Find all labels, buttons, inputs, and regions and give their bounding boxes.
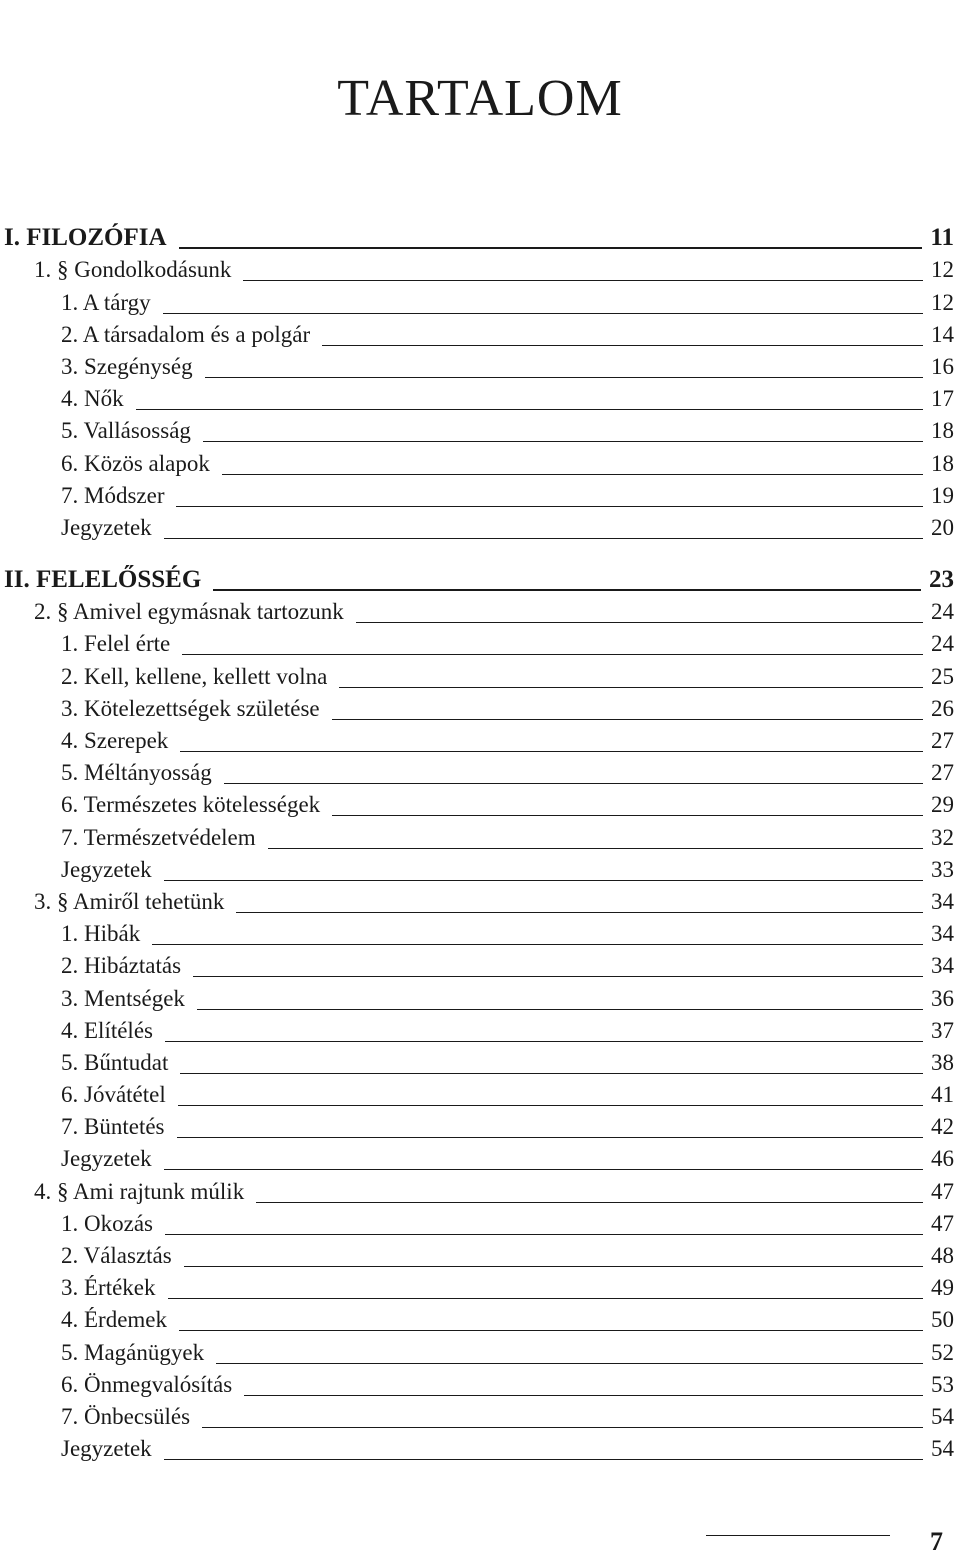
toc-entry-page-number: 42 (931, 1114, 954, 1140)
toc-entry-title: 5. Vallásosság (61, 418, 191, 444)
toc-entry-title: 4. Nők (61, 386, 124, 412)
toc-entry-title: Jegyzetek (61, 514, 152, 540)
toc-entry-title: 2. A társadalom és a polgár (61, 321, 311, 347)
toc-entry-page-number: 17 (931, 386, 954, 412)
toc-leader-line (168, 1298, 923, 1299)
toc-section-entry[interactable] (0, 316, 960, 348)
toc-part-entry[interactable] (0, 561, 960, 593)
toc-entry-page-number: 26 (931, 695, 954, 721)
toc-leader-line (356, 622, 923, 623)
toc-entry-page-number: 12 (931, 289, 954, 315)
toc-entry-page-number: 34 (931, 888, 954, 914)
toc-section-entry[interactable] (0, 412, 960, 444)
toc-section-entry[interactable] (0, 754, 960, 786)
toc-entry-page-number: 24 (931, 599, 954, 625)
toc-entry-page-number: 33 (931, 856, 954, 882)
toc-leader-line (339, 687, 923, 688)
toc-section-entry[interactable] (0, 1044, 960, 1076)
toc-section-entry[interactable] (0, 283, 960, 315)
toc-leader-line (244, 1395, 923, 1396)
toc-part-entry[interactable] (0, 219, 960, 251)
toc-leader-line (268, 848, 923, 849)
toc-section-entry[interactable] (0, 1205, 960, 1237)
toc-entry-title: 1. Felel érte (61, 631, 171, 657)
toc-section-entry[interactable] (0, 1108, 960, 1140)
toc-entry-title: 1. Hibák (61, 921, 141, 947)
toc-leader-line (197, 1009, 923, 1010)
toc-entry-page-number: 41 (931, 1082, 954, 1108)
toc-entry-title: 5. Méltányosság (61, 760, 212, 786)
toc-section-entry[interactable] (0, 818, 960, 850)
toc-entry-page-number: 12 (931, 257, 954, 283)
toc-entry-title: 5. Magánügyek (61, 1339, 205, 1365)
toc-section-entry[interactable] (0, 1430, 960, 1462)
toc-entry-title: Jegyzetek (61, 856, 152, 882)
toc-entry-title: Jegyzetek (61, 1436, 152, 1462)
toc-entry-page-number: 52 (931, 1339, 954, 1365)
toc-leader-line (213, 589, 921, 591)
toc-section-entry[interactable] (0, 625, 960, 657)
toc-section-entry[interactable] (0, 1237, 960, 1269)
toc-entry-title: 6. Természetes kötelességek (61, 792, 321, 818)
toc-leader-line (136, 409, 923, 410)
toc-entry-title: 4. § Ami rajtunk múlik (34, 1178, 245, 1204)
toc-section-entry[interactable] (0, 1269, 960, 1301)
toc-entry-page-number: 20 (931, 514, 954, 540)
toc-entry-title: 7. Önbecsülés (61, 1403, 191, 1429)
toc-entry-title: 1. A tárgy (61, 289, 151, 315)
toc-leader-line (256, 1202, 923, 1203)
toc-entry-page-number: 24 (931, 631, 954, 657)
toc-entry-title: 6. Jóvátétel (61, 1082, 166, 1108)
toc-entry-title: 2. Hibáztatás (61, 953, 182, 979)
toc-leader-line (163, 313, 923, 314)
toc-entry-page-number: 27 (931, 760, 954, 786)
toc-chapter-entry[interactable] (0, 251, 960, 283)
toc-entry-title: 3. Kötelezettségek születése (61, 695, 320, 721)
toc-entry-page-number: 27 (931, 728, 954, 753)
toc-entry-page-number: 50 (931, 1307, 954, 1333)
toc-section-entry[interactable] (0, 722, 960, 754)
toc-leader-line (179, 1330, 923, 1331)
toc-entry-page-number: 25 (931, 663, 954, 689)
toc-section-entry[interactable] (0, 444, 960, 476)
toc-entry-page-number: 14 (931, 321, 954, 347)
toc-entry-page-number: 47 (931, 1178, 954, 1204)
toc-entry-page-number: 18 (931, 418, 954, 444)
toc-leader-line (164, 880, 923, 881)
toc-entry-page-number: 34 (931, 921, 954, 947)
toc-leader-line (236, 912, 923, 913)
toc-entry-title: 2. Kell, kellene, kellett volna (61, 663, 328, 689)
toc-entry-page-number: 54 (931, 1436, 954, 1462)
toc-entry-title: II. FELELŐSSÉG (4, 566, 202, 594)
footer-rule (706, 1535, 890, 1536)
toc-entry-title: 2. Választás (61, 1243, 172, 1268)
toc-leader-line (193, 976, 923, 977)
toc-chapter-entry[interactable] (0, 593, 960, 625)
toc-section-entry[interactable] (0, 690, 960, 722)
toc-leader-line (332, 815, 923, 816)
toc-entry-title: 2. § Amivel egymásnak tartozunk (34, 599, 344, 625)
toc-entry-title: 3. Szegénység (61, 353, 193, 379)
toc-leader-line (184, 1266, 923, 1267)
toc-entry-page-number: 54 (931, 1403, 954, 1429)
toc-entry-title: 6. Önmegvalósítás (61, 1371, 233, 1397)
toc-leader-line (179, 247, 923, 249)
toc-section-entry[interactable] (0, 1140, 960, 1172)
toc-section-entry[interactable] (0, 477, 960, 509)
toc-entry-page-number: 19 (931, 482, 954, 508)
toc-chapter-entry[interactable] (0, 1172, 960, 1204)
toc-section-entry[interactable] (0, 915, 960, 947)
toc-leader-line (164, 538, 923, 539)
toc-section-entry[interactable] (0, 657, 960, 689)
toc-entry-page-number: 18 (931, 450, 954, 476)
toc-section-entry[interactable] (0, 1366, 960, 1398)
toc-entry-title: 1. Okozás (61, 1210, 153, 1236)
toc-leader-line (202, 1427, 923, 1428)
toc-entry-title: 4. Elítélés (61, 1017, 153, 1043)
toc-section-entry[interactable] (0, 509, 960, 541)
toc-section-entry[interactable] (0, 348, 960, 380)
toc-leader-line (165, 1041, 923, 1042)
toc-chapter-entry[interactable] (0, 883, 960, 915)
toc-section-entry[interactable] (0, 1398, 960, 1430)
toc-leader-line (180, 751, 923, 752)
toc-entry-title: 5. Bűntudat (61, 1049, 169, 1075)
toc-section-entry[interactable] (0, 851, 960, 883)
toc-leader-line (165, 1234, 923, 1235)
toc-section-entry[interactable] (0, 1301, 960, 1333)
toc-leader-line (216, 1363, 923, 1364)
toc-section-entry[interactable] (0, 786, 960, 818)
toc-entry-title: 3. § Amiről tehetünk (34, 888, 225, 914)
toc-leader-line (203, 441, 923, 442)
toc-leader-line (176, 506, 923, 507)
toc-entry-page-number: 49 (931, 1275, 954, 1301)
page-title: TARTALOM (337, 69, 623, 127)
toc-entry-title: 7. Természetvédelem (61, 824, 256, 850)
toc-entry-title: Jegyzetek (61, 1146, 152, 1172)
toc-entry-page-number: 32 (931, 824, 954, 850)
toc-section-entry[interactable] (0, 979, 960, 1011)
toc-section-entry[interactable] (0, 1333, 960, 1365)
toc-entry-page-number: 37 (931, 1017, 954, 1043)
toc-leader-line (243, 280, 923, 281)
toc-entry-page-number: 53 (931, 1371, 954, 1397)
toc-leader-line (164, 1459, 923, 1460)
toc-entry-page-number: 46 (931, 1146, 954, 1172)
toc-entry-page-number: 47 (931, 1210, 954, 1236)
toc-leader-line (205, 377, 923, 378)
toc-entry-title: 4. Érdemek (61, 1307, 168, 1333)
toc-entry-title: 7. Módszer (61, 482, 165, 508)
toc-entry-page-number: 23 (929, 566, 954, 594)
page-number: 7 (930, 1527, 943, 1556)
toc-entry-page-number: 36 (931, 985, 954, 1011)
toc-leader-line (182, 654, 923, 655)
toc-section-entry[interactable] (0, 1012, 960, 1044)
toc-entry-title: 4. Szerepek (61, 728, 169, 753)
toc-entry-title: 3. Mentségek (61, 985, 185, 1011)
toc-entry-page-number: 34 (931, 953, 954, 979)
toc-section-entry[interactable] (0, 380, 960, 412)
toc-leader-line (222, 474, 923, 475)
toc-leader-line (332, 719, 923, 720)
toc-entry-page-number: 11 (930, 224, 954, 252)
toc-entry-page-number: 48 (931, 1243, 954, 1268)
toc-entry-page-number: 29 (931, 792, 954, 818)
toc-leader-line (178, 1105, 923, 1106)
toc-entry-page-number: 38 (931, 1049, 954, 1075)
toc-leader-line (177, 1137, 924, 1138)
toc-entry-title: 1. § Gondolkodásunk (34, 257, 232, 283)
toc-section-entry[interactable] (0, 1076, 960, 1108)
table-of-contents (0, 219, 960, 1462)
toc-leader-line (152, 944, 923, 945)
toc-leader-line (322, 345, 923, 346)
toc-entry-title: 6. Közös alapok (61, 450, 210, 476)
toc-leader-line (164, 1169, 923, 1170)
toc-leader-line (180, 1073, 923, 1074)
toc-entry-title: I. FILOZÓFIA (4, 224, 167, 252)
toc-entry-title: 3. Értékek (61, 1275, 156, 1301)
toc-entry-title: 7. Büntetés (61, 1114, 165, 1140)
toc-entry-page-number: 16 (931, 353, 954, 379)
toc-section-entry[interactable] (0, 947, 960, 979)
toc-leader-line (224, 783, 923, 784)
